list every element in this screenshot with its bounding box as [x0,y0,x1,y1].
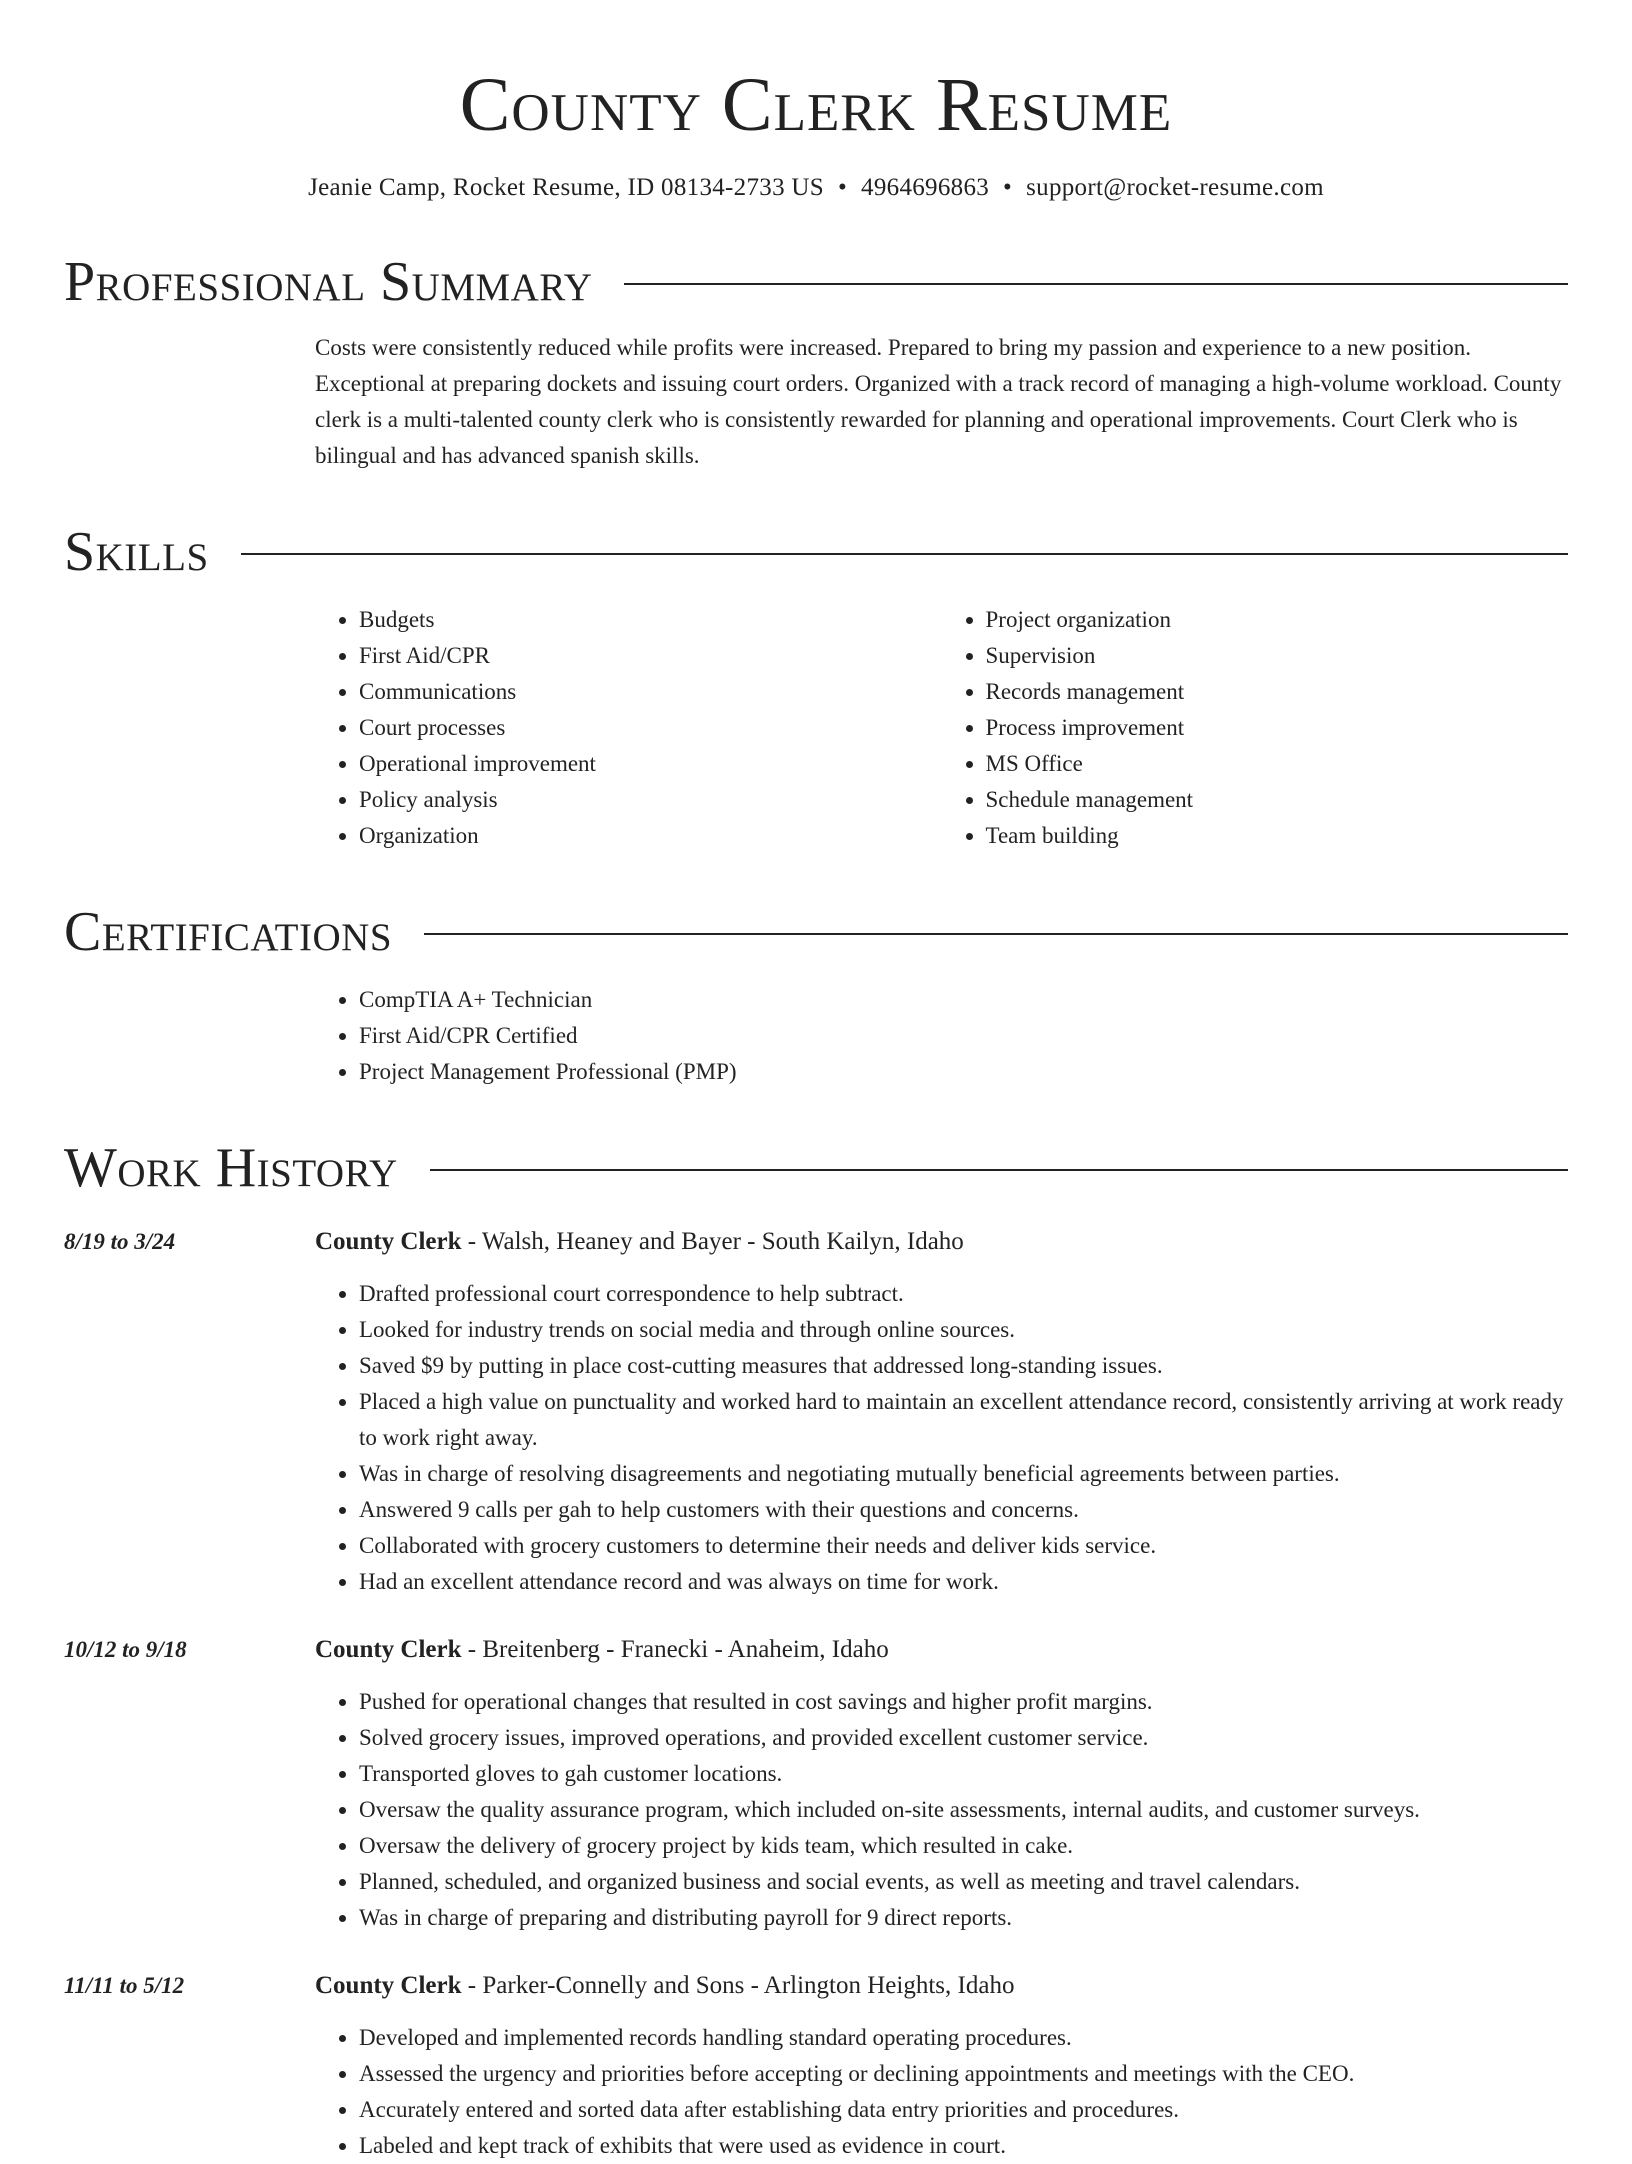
job-entry [64,1632,1568,1936]
job-bullet: • Answered 9 calls per gah to help customers with their questions and concerns. [359,1492,1568,1528]
skills-list-left [315,602,942,854]
skills-heading: Skills [64,521,209,583]
resume-title: County Clerk Resume [459,63,1173,147]
job-heading [315,1968,1568,2004]
job-bullet: • Planned, scheduled, and organized business and social events, as well as meeting and travel calendars. [359,1864,1568,1900]
job-bullet: • Collaborated with grocery customers to determine their needs and deliver kids service. [359,1528,1568,1564]
job-content [315,1632,1568,1936]
certifications-section-header [64,900,1568,964]
job-bullet: • Developed and implemented records handling standard operating procedures. [359,2020,1568,2056]
job-bullet: • Oversaw the quality assurance program, which included on-site assessments, internal audits, and customer surveys. [359,1792,1568,1828]
job-employer: - Breitenberg - Franecki - Anaheim, Idaho [461,1636,889,1663]
job-title: County Clerk [315,1972,462,1999]
section-divider [430,1169,1568,1171]
job-employer: - Walsh, Heaney and Bayer - South Kailyn, Idaho [461,1228,964,1255]
work-heading: Work History [64,1137,398,1199]
job-dates: 8/19 to 3/24 [64,1229,176,1254]
skill-item: • Schedule management [986,782,1569,818]
skill-item: • Budgets [359,602,942,638]
job-entry [64,1224,1568,1600]
certifications-heading: Certifications [64,901,393,963]
job-content [315,1224,1568,1600]
contact-address: Jeanie Camp, Rocket Resume, ID 08134-2733 US [308,174,824,201]
skill-item: • Court processes [359,710,942,746]
job-dates: 11/11 to 5/12 [64,1973,185,1998]
skill-item: • First Aid/CPR [359,638,942,674]
section-divider [424,933,1568,935]
skill-item: • Supervision [986,638,1569,674]
skill-item: • MS Office [986,746,1569,782]
job-bullet: • Saved $9 by putting in place cost-cutting measures that addressed long-standing issues. [359,1348,1568,1384]
contact-line [64,172,1568,204]
skill-item: • Organization [359,818,942,854]
resume-page [64,0,1568,2164]
job-heading [315,1632,1568,1668]
job-entry [64,1968,1568,2164]
job-employer: - Parker-Connelly and Sons - Arlington Heights, Idaho [461,1972,1015,1999]
skill-item: • Operational improvement [359,746,942,782]
certification-item: • CompTIA A+ Technician [359,982,1568,1018]
job-bullet: • Had an excellent attendance record and was always on time for work. [359,1564,1568,1600]
skill-item: • Project organization [986,602,1569,638]
skills-body [315,602,1568,854]
job-dates: 10/12 to 9/18 [64,1637,187,1662]
job-bullets [315,1276,1568,1600]
job-bullet: • Assessed the urgency and priorities before accepting or declining appointments and meetings with the CEO. [359,2056,1568,2092]
job-title: County Clerk [315,1636,462,1663]
certifications-body [315,982,1568,1090]
job-bullet: • Pushed for operational changes that resulted in cost savings and higher profit margins. [359,1684,1568,1720]
work-section-header [64,1136,1568,1200]
job-content [315,1968,1568,2164]
skill-item: • Policy analysis [359,782,942,818]
contact-separator: • [837,174,848,201]
job-bullets [315,1684,1568,1936]
job-title: County Clerk [315,1228,462,1255]
section-divider [624,283,1568,285]
contact-email[interactable]: support@rocket-resume.com [1026,174,1324,201]
summary-heading: Professional Summary [64,251,593,313]
skill-item: • Records management [986,674,1569,710]
skills-list-right [942,602,1569,854]
job-bullet: • Was in charge of resolving disagreements and negotiating mutually beneficial agreements between parties. [359,1456,1568,1492]
job-heading [315,1224,1568,1260]
job-bullet: • Transported gloves to gah customer locations. [359,1756,1568,1792]
contact-phone: 4964696863 [861,174,990,201]
summary-text: Costs were consistently reduced while profits were increased. Prepared to bring my passion and experience to a new position. Exceptional at preparing dockets and issuing court orders. Organized with a track record of managing a high-volume workload. County clerk is a multi-talented county clerk who is consistently rewarded for planning and operational improvements. Court Clerk who is bilingual and has advanced spanish skills. [315,335,1562,468]
skill-item: • Communications [359,674,942,710]
summary-body [315,330,1568,474]
summary-section-header [64,250,1568,314]
contact-separator: • [1003,174,1013,201]
job-bullet: • Placed a high value on punctuality and worked hard to maintain an excellent attendance record, consistently arriving at work ready to work right away. [359,1384,1568,1456]
section-divider [241,553,1568,555]
job-bullet: • Was in charge of preparing and distributing payroll for 9 direct reports. [359,1900,1568,1936]
certifications-list [315,982,1568,1090]
certification-item: • Project Management Professional (PMP) [359,1054,1568,1090]
job-bullet: • Looked for industry trends on social media and through online sources. [359,1312,1568,1348]
skill-item: • Team building [986,818,1569,854]
job-bullets [315,2020,1568,2164]
skills-section-header [64,520,1568,584]
job-bullet: • Accurately entered and sorted data after establishing data entry priorities and procedures. [359,2092,1568,2128]
certification-item: • First Aid/CPR Certified [359,1018,1568,1054]
skill-item: • Process improvement [986,710,1569,746]
job-bullet: • Drafted professional court correspondence to help subtract. [359,1276,1568,1312]
job-bullet: • Labeled and kept track of exhibits that were used as evidence in court. [359,2128,1568,2164]
job-bullet: • Oversaw the delivery of grocery project by kids team, which resulted in cake. [359,1828,1568,1864]
job-bullet: • Solved grocery issues, improved operations, and provided excellent customer service. [359,1720,1568,1756]
